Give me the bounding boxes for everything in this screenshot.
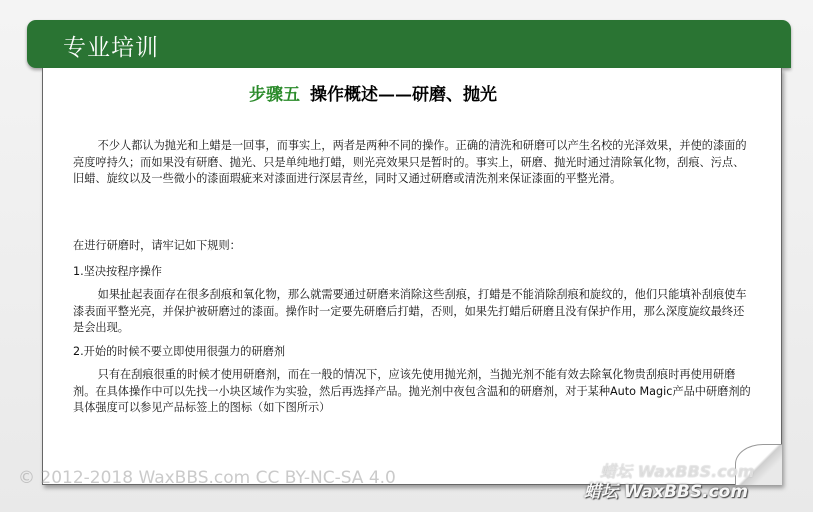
step-title: 操作概述——研磨、抛光: [310, 85, 497, 105]
content-panel: [42, 68, 782, 485]
rule-1-title: 1.坚决按程序操作: [73, 265, 162, 278]
step-number: 步骤五: [249, 85, 300, 105]
rule-2-body: 只有在刮痕很重的时候才使用研磨剂，而在一般的情况下，应该先使用抛光剂，当抛光剂不能有效去除氧化物贵刮痕时再使用研磨剂。在具体操作中可以先找一小块区域作为实验，然后再选择产品。抛光剂中夜包含温和的研磨剂，对于某种Auto Magic产品中研磨剂的具体强度可以参见产品标签上的图标（如下图所示）: [73, 368, 751, 414]
rule-2-title: 2.开始的时候不要立即使用很强力的研磨剂: [73, 345, 286, 358]
brand-watermark-faint: 蜡坛 WaxBBS.com: [600, 462, 755, 481]
rule-1-body: 如果扯起表面存在很多刮痕和氧化物，那么就需要通过研磨来消除这些刮痕，打蜡是不能消除刮痕和旋纹的，他们只能填补刮痕使车漆表面平整光亮，并保护被研磨过的漆面。操作时一定要先研磨后打蜡，否则，如果先打蜡后研磨且没有保护作用，那么深度旋纹最终还是会出现。: [73, 288, 747, 334]
step-heading: [249, 80, 497, 105]
rules-intro: 在进行研磨时，请牢记如下规则：: [73, 239, 241, 252]
brand-watermark: 蜡坛 WaxBBS.com: [584, 482, 749, 502]
copyright-watermark: © 2012-2018 WaxBBS.com CC BY-NC-SA 4.0: [18, 468, 396, 488]
header-bar: [27, 20, 791, 68]
intro-paragraph: 不少人都认为抛光和上蜡是一回事，而事实上，两者是两种不同的操作。正确的清洗和研磨可以产生名校的光泽效果，并使的漆面的亮度哼持久；而如果没有研磨、抛光、只是单纯地打蜡，则光亮效果只是暂时的。事实上，研磨、抛光时通过清除氧化物，刮痕、污点、旧蜡、旋纹以及一些微小的漆面瑕疵来对漆面进行深层青丝，同时又通过研磨或清洗剂来保证漆面的平整光滑。: [73, 139, 747, 185]
header-title: 专业培训: [63, 35, 159, 61]
